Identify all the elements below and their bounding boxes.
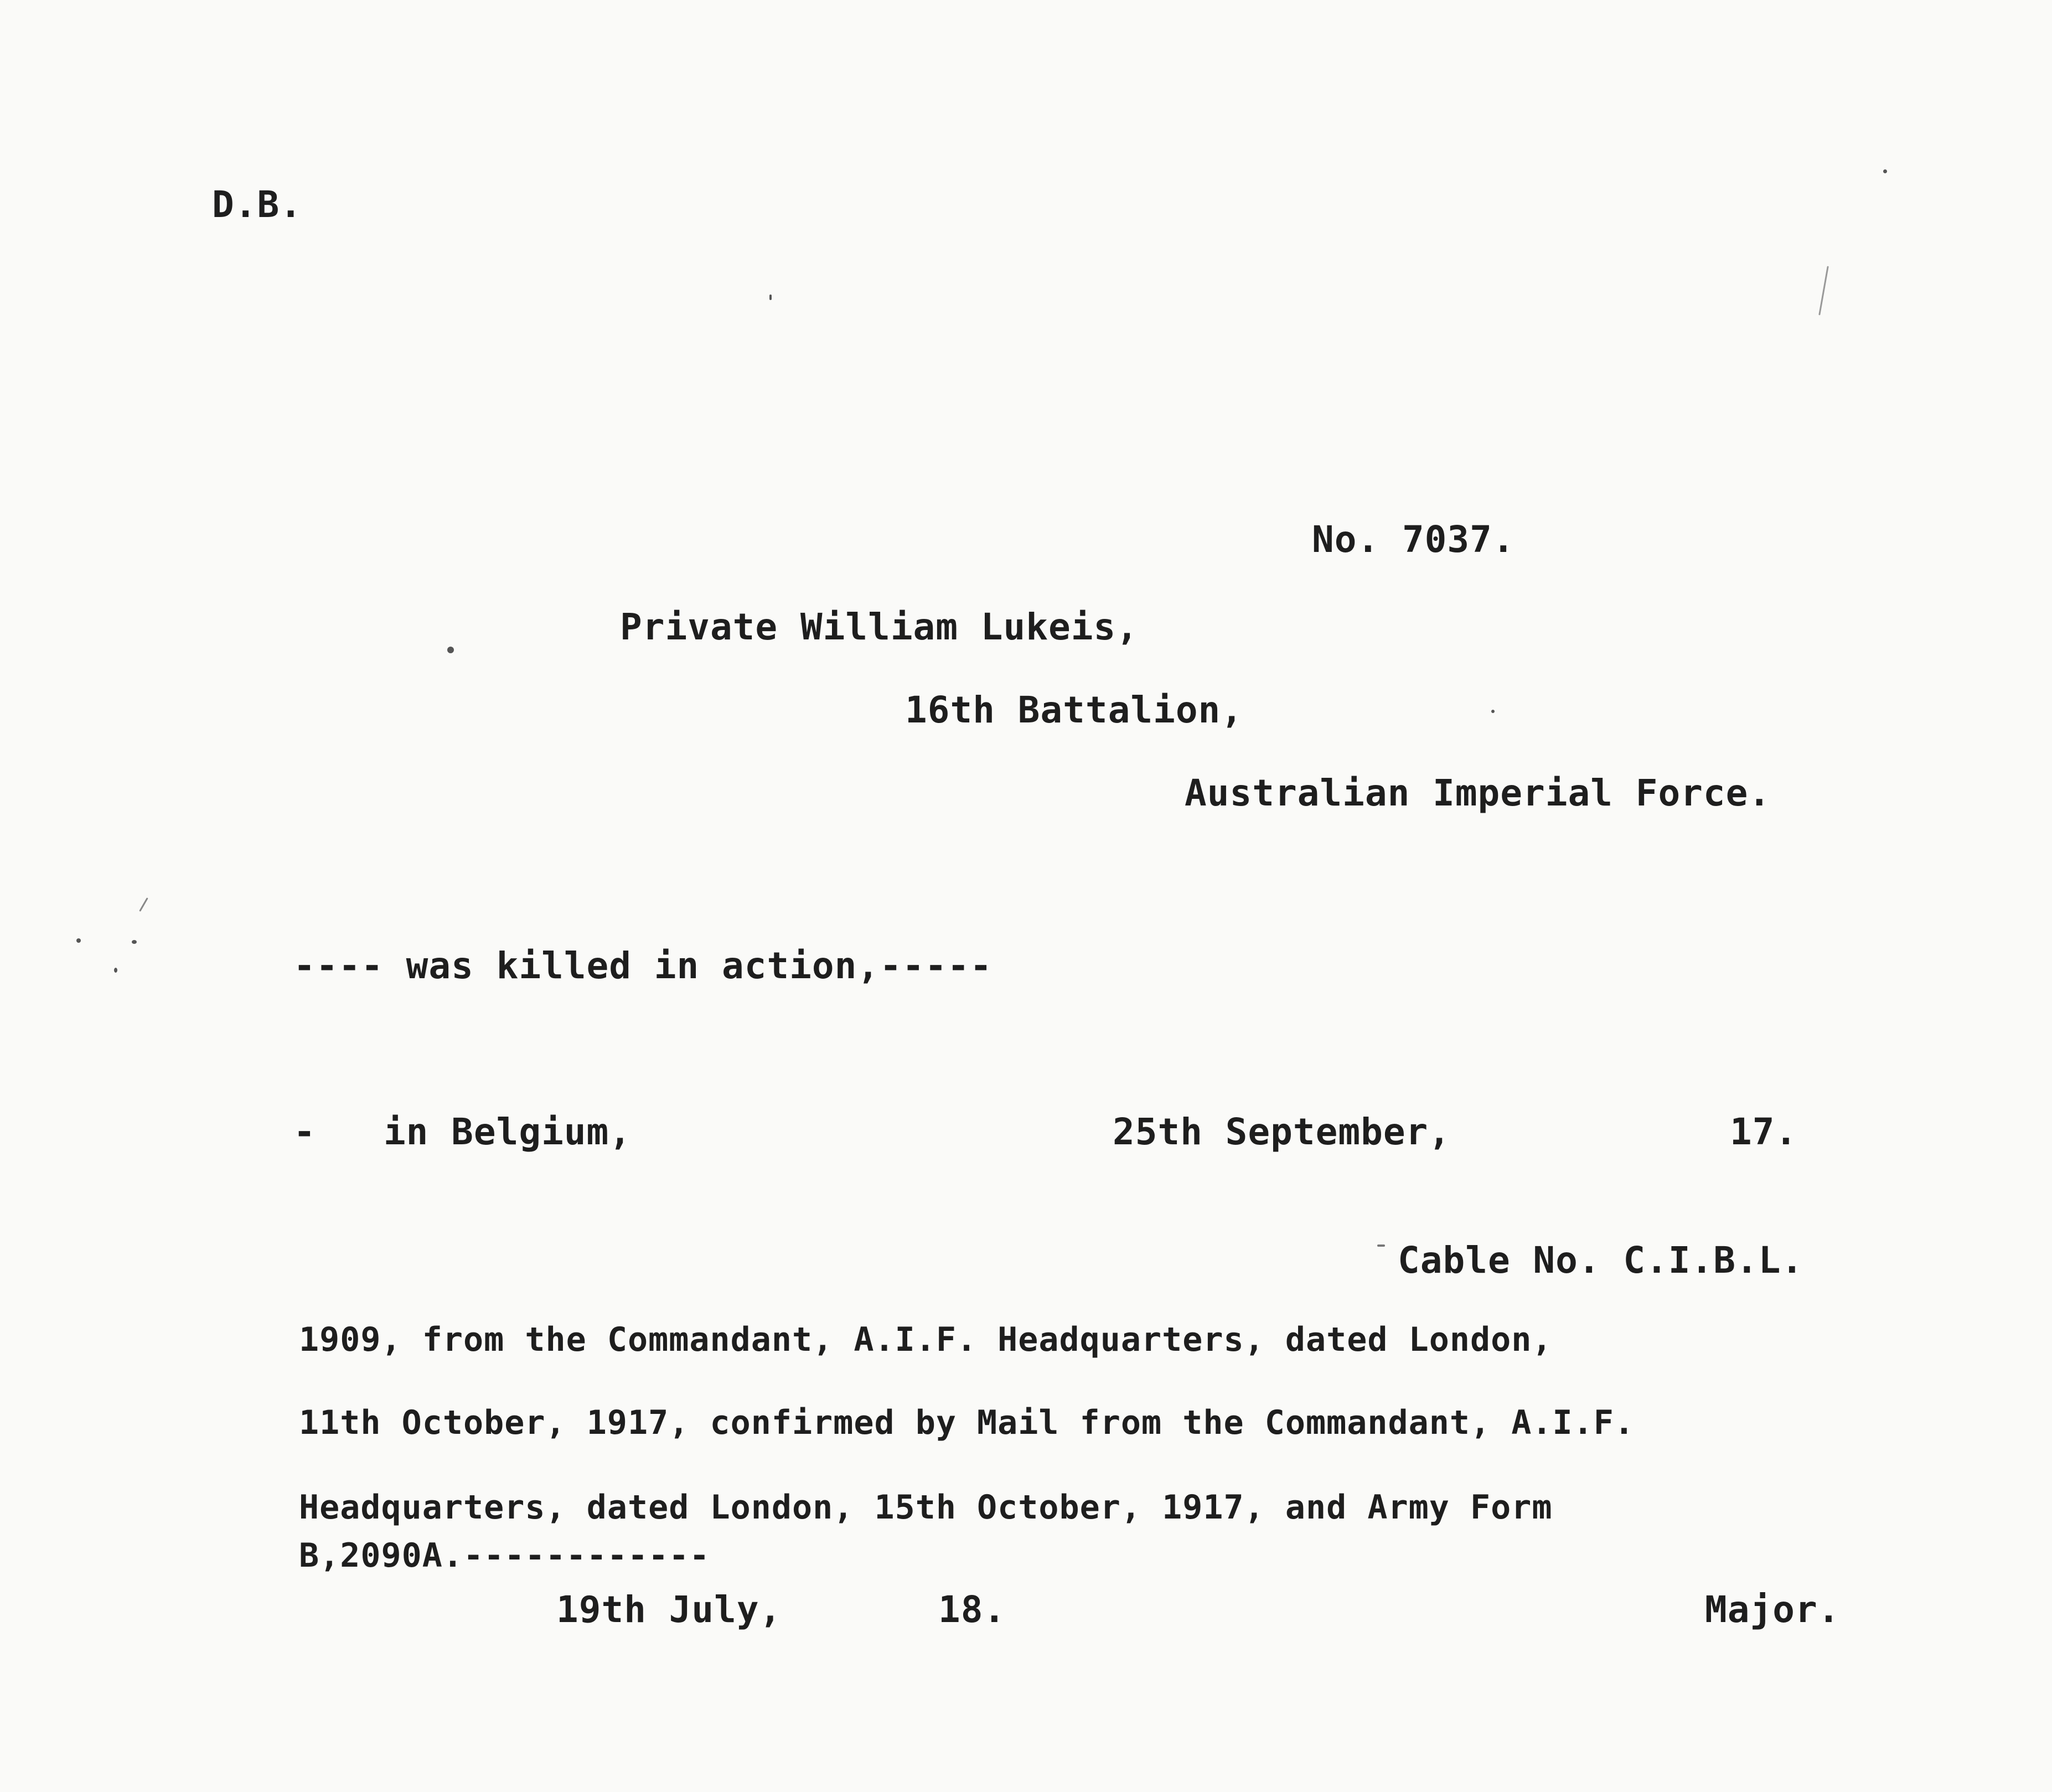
footer-year: 18. xyxy=(938,1588,1006,1631)
casualty-place: - in Belgium, xyxy=(293,1111,632,1153)
source-line-4: Headquarters, dated London, 15th October, 1917, and Army Form xyxy=(299,1488,1553,1527)
scan-speck xyxy=(132,940,137,944)
scan-speck xyxy=(76,938,81,943)
scan-speck xyxy=(1377,1244,1385,1247)
source-line-3: 11th October, 1917, confirmed by Mail from the Commandant, A.I.F. xyxy=(299,1403,1635,1442)
header-initials: D.B. xyxy=(212,183,302,226)
scan-speck xyxy=(1491,710,1495,713)
signature-rank: Major. xyxy=(1705,1588,1841,1631)
scan-speck xyxy=(139,897,148,912)
service-number: No. 7037. xyxy=(1312,518,1515,561)
source-line-2: 1909, from the Commandant, A.I.F. Headquarters, dated London, xyxy=(299,1320,1553,1359)
scan-speck xyxy=(769,295,772,300)
casualty-year: 17. xyxy=(1730,1111,1798,1153)
source-line-5: B,2090A.------------ xyxy=(299,1536,710,1575)
casualty-date: 25th September, xyxy=(1113,1111,1451,1153)
soldier-unit: 16th Battalion, xyxy=(905,689,1244,731)
scan-speck xyxy=(1883,169,1887,173)
source-line-1: Cable No. C.I.B.L. xyxy=(1398,1239,1804,1282)
scan-speck xyxy=(447,647,454,653)
footer-date: 19th July, xyxy=(556,1588,782,1631)
casualty-status: ---- was killed in action,----- xyxy=(293,944,993,987)
scan-speck xyxy=(114,968,117,973)
soldier-force: Australian Imperial Force. xyxy=(1185,772,1771,814)
scan-speck xyxy=(1818,266,1829,315)
soldier-name: Private William Lukeis, xyxy=(620,606,1139,648)
